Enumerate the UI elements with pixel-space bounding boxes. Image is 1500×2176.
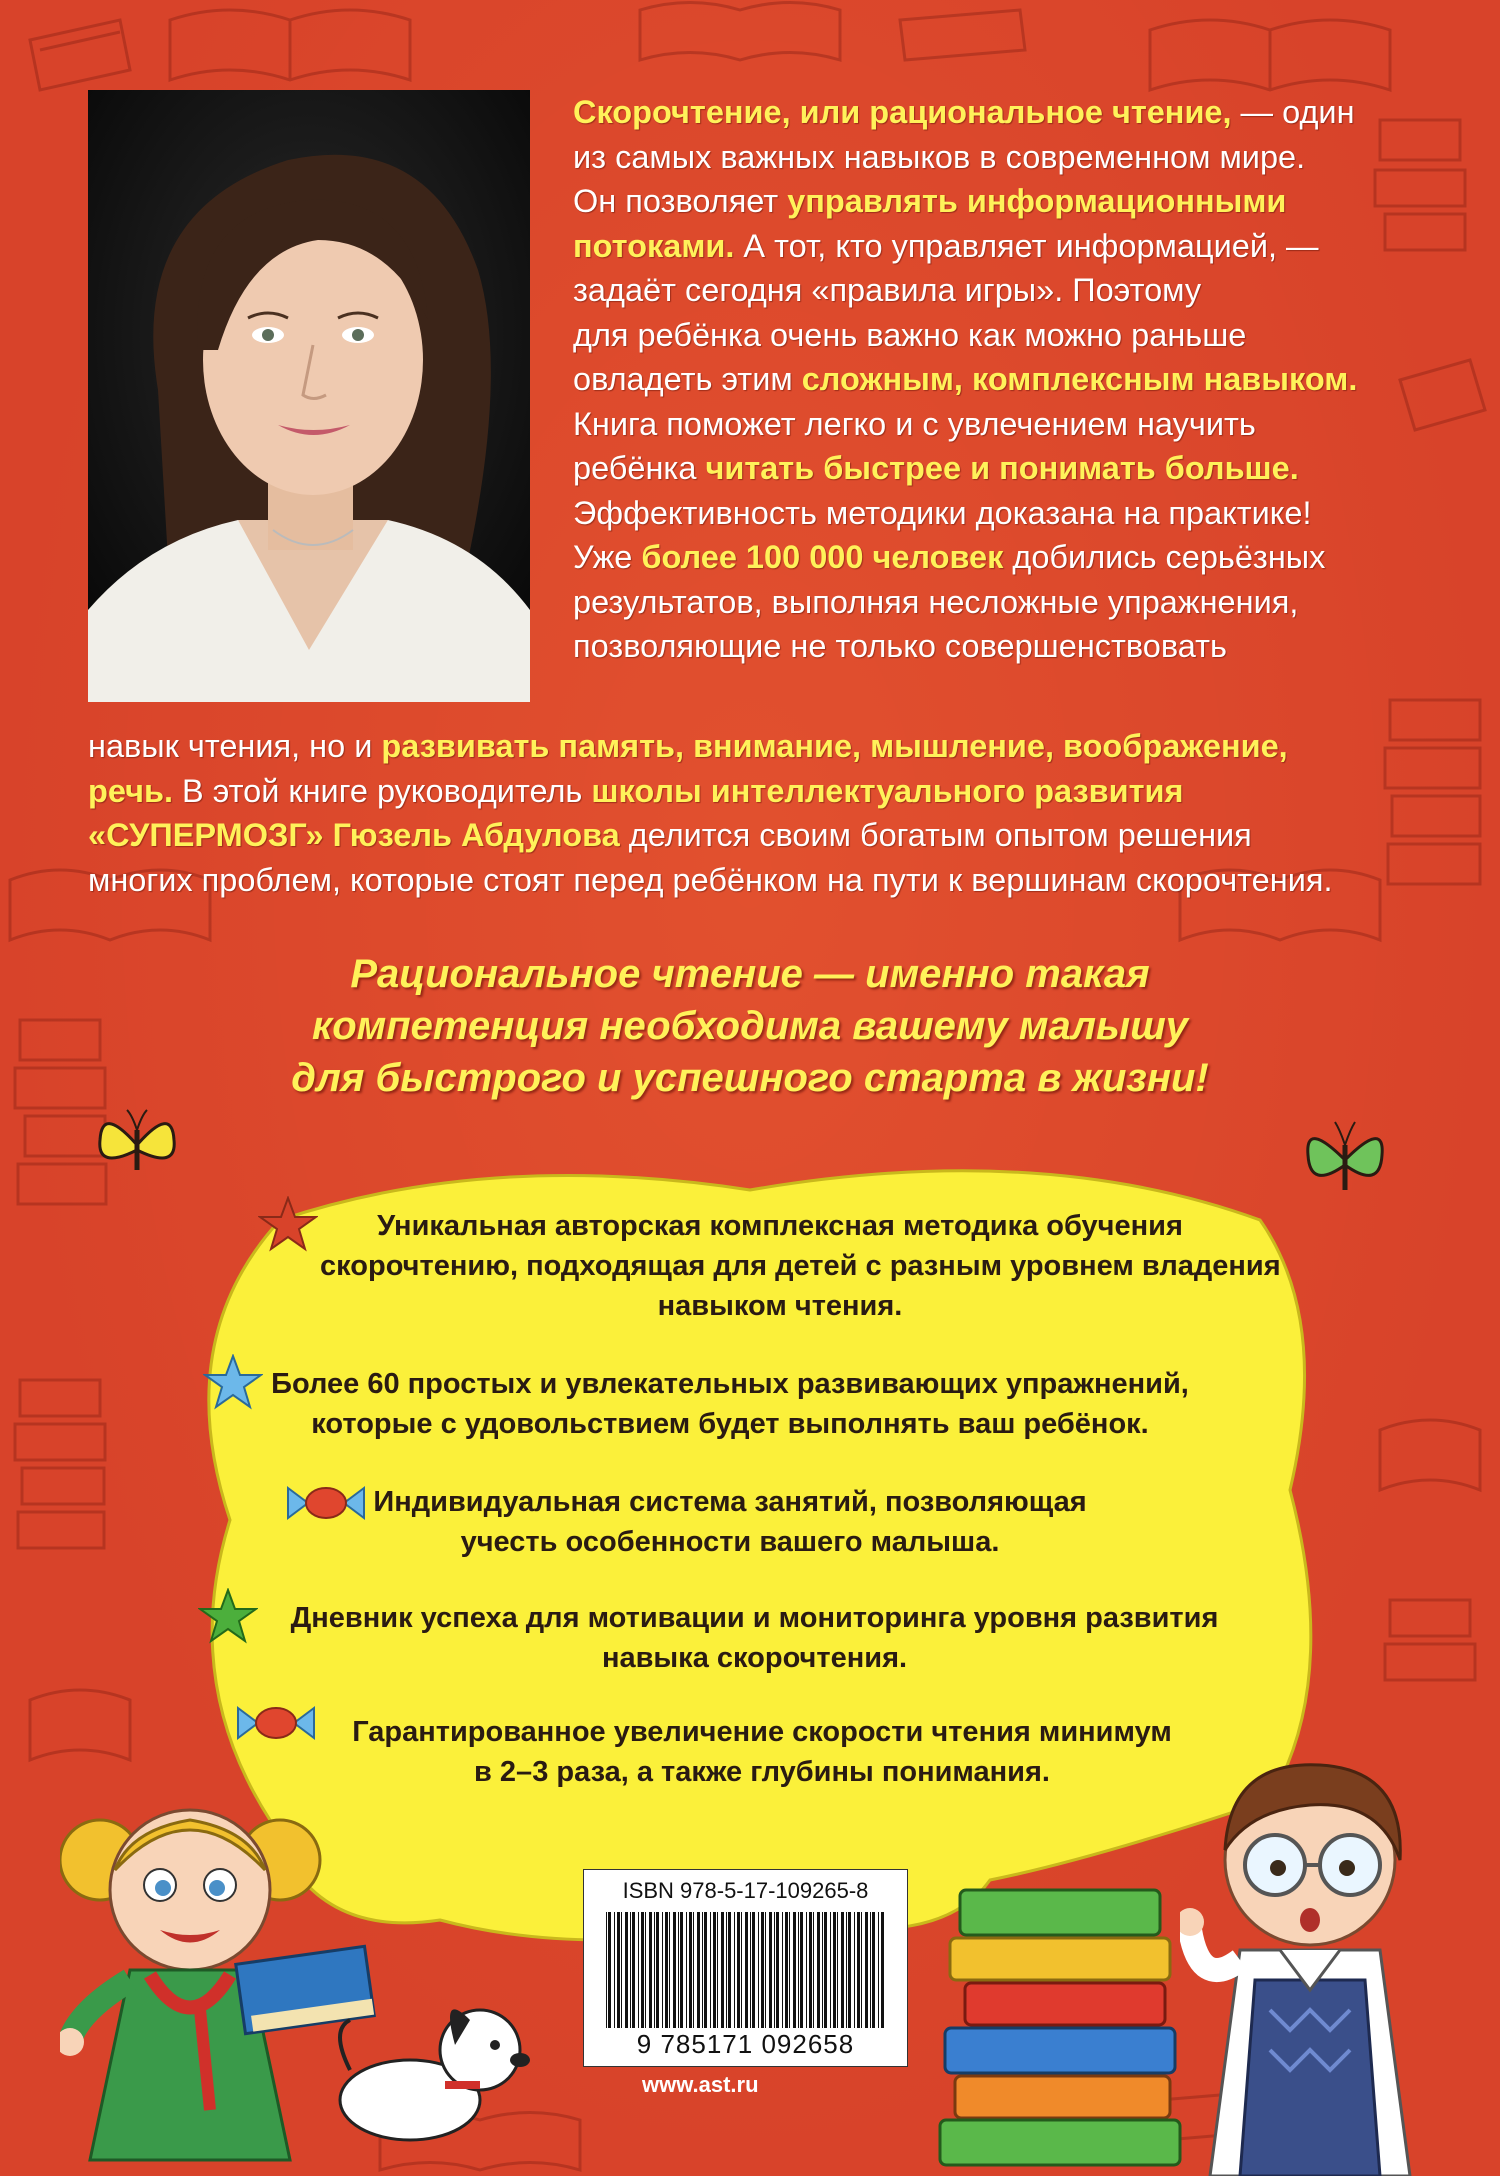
body-text: многих проблем, которые стоят перед ребёнком на пути к вершинам скорочтения. [88, 861, 1333, 898]
intro-line-2 [573, 135, 1473, 180]
intro-line-9 [573, 446, 1473, 491]
feature-5 [322, 1712, 1202, 1792]
feature-1-line-1: Уникальная авторская комплексная методика обучения [377, 1210, 1183, 1242]
body-text: Эффективность методики доказана на практике! [573, 494, 1312, 531]
intro-line-1 [573, 90, 1473, 135]
highlighted-text: школы интеллектуального развития [591, 772, 1184, 809]
intro-line-10 [573, 491, 1473, 536]
body-text: — один [1231, 94, 1355, 130]
isbn-number: 9 785171 092658 [636, 2029, 855, 2059]
candy-icon [286, 1478, 366, 1528]
feature-3-line-1: Индивидуальная система занятий, позволяющая [373, 1486, 1087, 1518]
body-text: добились серьёзных [1003, 539, 1326, 575]
boy-illustration [1180, 1750, 1480, 2176]
body-text: делится своим богатым опытом решения [619, 817, 1252, 853]
feature-5-line-2: в 2–3 раза, а также глубины понимания. [474, 1756, 1050, 1788]
slogan-line-3: для быстрого и успешного старта в жизни! [291, 1056, 1209, 1100]
feature-4-line-2: навыка скорочтения. [601, 1642, 908, 1674]
body-text: Книга поможет легко и с увлечением научить [573, 405, 1256, 442]
highlighted-text: сложным, комплексным навыком. [801, 361, 1358, 397]
intro-line-8 [573, 402, 1473, 447]
intro-text-continued [88, 724, 1428, 902]
website-url[interactable]: www.ast.ru [642, 2072, 759, 2097]
dog-illustration [330, 1990, 540, 2150]
isbn-barcode-box [583, 1869, 908, 2067]
intro-line-5 [573, 268, 1473, 313]
blue-star-icon [203, 1354, 263, 1410]
intro-line-11 [573, 535, 1473, 580]
highlighted-text: развивать память, внимание, мышление, воображение, [381, 728, 1288, 764]
feature-5-line-1: Гарантированное увеличение скорости чтения минимум [352, 1716, 1172, 1748]
feature-2-line-1: Более 60 простых и увлекательных развивающих упражнений, [271, 1368, 1189, 1400]
intro-line-4 [573, 224, 1473, 269]
intro-wide-line-4 [88, 858, 1428, 903]
feature-4 [262, 1598, 1247, 1678]
body-text: результатов, выполняя несложные упражнения, [573, 583, 1299, 620]
body-text: А тот, кто управляет информацией, — [734, 227, 1319, 264]
author-portrait-image [88, 90, 530, 702]
feature-1-line-3: навыком чтения. [657, 1290, 903, 1322]
body-text: Он позволяет [573, 183, 788, 219]
body-text: Уже [573, 539, 642, 575]
feature-3-line-2: учесть особенности вашего малыша. [460, 1526, 1000, 1558]
feature-1-line-2: скорочтению, подходящая для детей с разным уровнем владения [320, 1250, 1281, 1282]
body-text: В этой книге руководитель [173, 772, 592, 809]
intro-wide-line-2 [88, 769, 1428, 814]
slogan-line-2: компетенция необходима вашему малышу [311, 1004, 1189, 1048]
isbn-label: ISBN 978-5-17-109265-8 [622, 1878, 869, 1903]
feature-4-line-1: Дневник успеха для мотивации и мониторинга уровня развития [290, 1602, 1219, 1634]
slogan [100, 948, 1400, 1104]
intro-text [573, 90, 1473, 669]
barcode-icon [606, 1912, 886, 2028]
intro-line-13 [573, 624, 1473, 669]
green-star-icon [198, 1588, 258, 1644]
intro-line-7 [573, 357, 1473, 402]
highlighted-text: управлять информационными [787, 183, 1287, 219]
intro-wide-line-1 [88, 724, 1428, 769]
body-text: задаёт сегодня «правила игры». Поэтому [573, 272, 1202, 308]
red-star-icon [258, 1196, 318, 1252]
intro-wide-line-3 [88, 813, 1428, 858]
highlighted-text: Скорочтение, или рациональное чтение, [573, 94, 1232, 130]
body-text: позволяющие не только совершенствовать [573, 628, 1227, 664]
candy-icon [236, 1698, 316, 1748]
body-text: из самых важных навыков в современном мире. [573, 138, 1306, 175]
body-text: ребёнка [573, 450, 706, 486]
highlighted-text: читать быстрее и понимать больше. [705, 450, 1299, 486]
highlighted-text: более 100 000 человек [641, 539, 1004, 575]
slogan-line-1: Рациональное чтение — именно такая [350, 952, 1150, 996]
highlighted-text: «СУПЕРМОЗГ» Гюзель Абдулова [88, 817, 620, 853]
intro-line-3 [573, 179, 1473, 224]
feature-2 [265, 1364, 1195, 1444]
highlighted-text: речь. [88, 772, 173, 809]
body-text: навык чтения, но и [88, 728, 382, 764]
feature-2-line-2: которые с удовольствием будет выполнять ваш ребёнок. [311, 1408, 1149, 1440]
yellow-butterfly-icon [92, 1100, 182, 1190]
intro-line-12 [573, 580, 1473, 625]
author-photo [88, 90, 530, 702]
intro-line-6 [573, 313, 1473, 358]
body-text: овладеть этим [573, 361, 802, 397]
highlighted-text: потоками. [573, 227, 735, 264]
feature-1 [320, 1206, 1281, 1326]
body-text: для ребёнка очень важно как можно раньше [573, 316, 1247, 353]
feature-3 [370, 1482, 1090, 1562]
